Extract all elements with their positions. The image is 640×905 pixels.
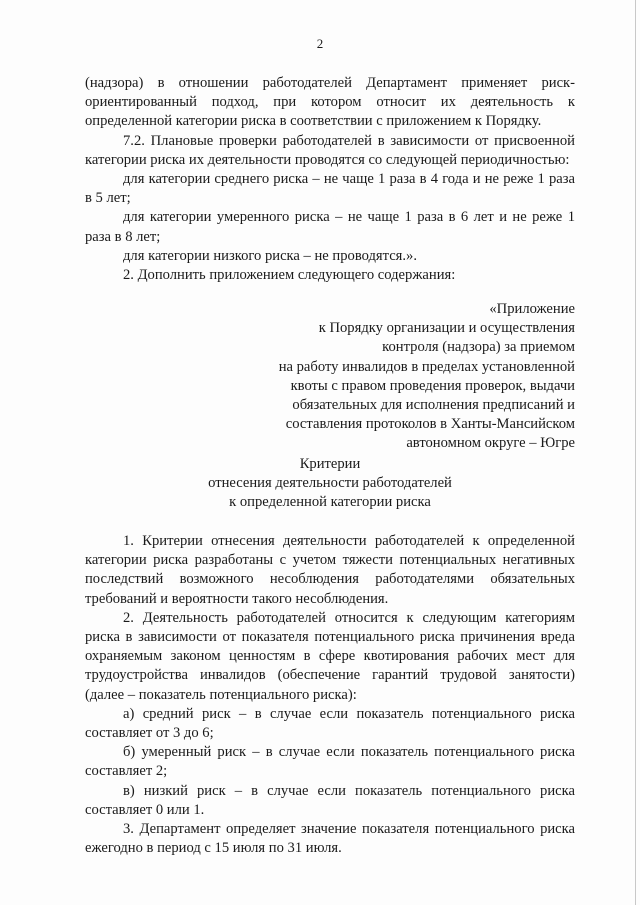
criteria-title	[85, 455, 575, 513]
appendix-header-line: обязательных для исполнения предписаний и	[292, 397, 575, 414]
criteria-title-line: к определенной категории риска	[229, 494, 431, 511]
criteria-item-a: а) средний риск – в случае если показатель потенциального риска составляет от 3 до 6;	[85, 705, 575, 742]
appendix-header-line: «Приложение	[489, 301, 575, 317]
top-section	[85, 74, 575, 285]
appendix-header-line: автономном округе – Югре	[406, 435, 575, 452]
criteria-title-line: отнесения деятельности работодателей	[208, 475, 452, 492]
page-number: 2	[316, 36, 324, 51]
paragraph-low-risk-frequency: для категории низкого риска – не проводятся.».	[123, 247, 417, 264]
paragraph-add-appendix: 2. Дополнить приложением следующего содержания:	[123, 267, 456, 284]
criteria-paragraph-2: 2. Деятельность работодателей относится к следующим категориям риска в зависимости от показателя потенциального риска причинения вреда охраняемым законом ценностям в сфере квотирования рабочих мест для трудоустройства инвалидов (обеспечение гарантий трудовой занятости) (далее – показатель потенциального риска):	[85, 609, 575, 703]
appendix-header-line: составления протоколов в Ханты-Мансийском	[285, 416, 575, 433]
criteria-item-b: б) умеренный риск – в случае если показатель потенциального риска составляет 2;	[85, 744, 575, 780]
paragraph-medium-risk-frequency: для категории среднего риска – не чаще 1 раза в 4 года и не реже 1 раза в 5 лет;	[85, 171, 575, 207]
appendix-header-line: на работу инвалидов в пределах установленной	[278, 358, 575, 375]
paragraph-7-2: 7.2. Плановые проверки работодателей в зависимости от присвоенной категории риска их деятельности проводятся со следующей периодичностью:	[85, 132, 575, 168]
criteria-item-c: в) низкий риск – в случае если показатель потенциального риска составляет 0 или 1.	[85, 782, 575, 818]
paragraph-continuation: (надзора) в отношении работодателей Департамент применяет риск-ориентированный подход, при котором относит их деятельность к определенной категории риска в соответствии с приложением к Порядку.	[85, 75, 575, 130]
criteria-paragraph-1: 1. Критерии отнесения деятельности работодателей к определенной категории риска разработаны с учетом тяжести потенциальных негативных последствий возможного несоблюдения работодателями обязательных требований и вероятности такого несоблюдения.	[85, 533, 575, 607]
criteria-section	[85, 532, 575, 858]
appendix-header	[85, 300, 575, 454]
scan-edge-line	[635, 0, 636, 905]
paragraph-moderate-risk-frequency: для категории умеренного риска – не чаще 1 раза в 6 лет и не реже 1 раза в 8 лет;	[85, 209, 575, 245]
criteria-title-line: Критерии	[299, 456, 361, 472]
appendix-header-line: контроля (надзора) за приемом	[382, 339, 575, 356]
appendix-header-line: к Порядку организации и осуществления	[318, 320, 575, 337]
appendix-header-line: квоты с правом проведения проверок, выдачи	[290, 377, 575, 394]
criteria-paragraph-3: 3. Департамент определяет значение показателя потенциального риска ежегодно в период с 15 июля по 31 июля.	[85, 821, 575, 857]
